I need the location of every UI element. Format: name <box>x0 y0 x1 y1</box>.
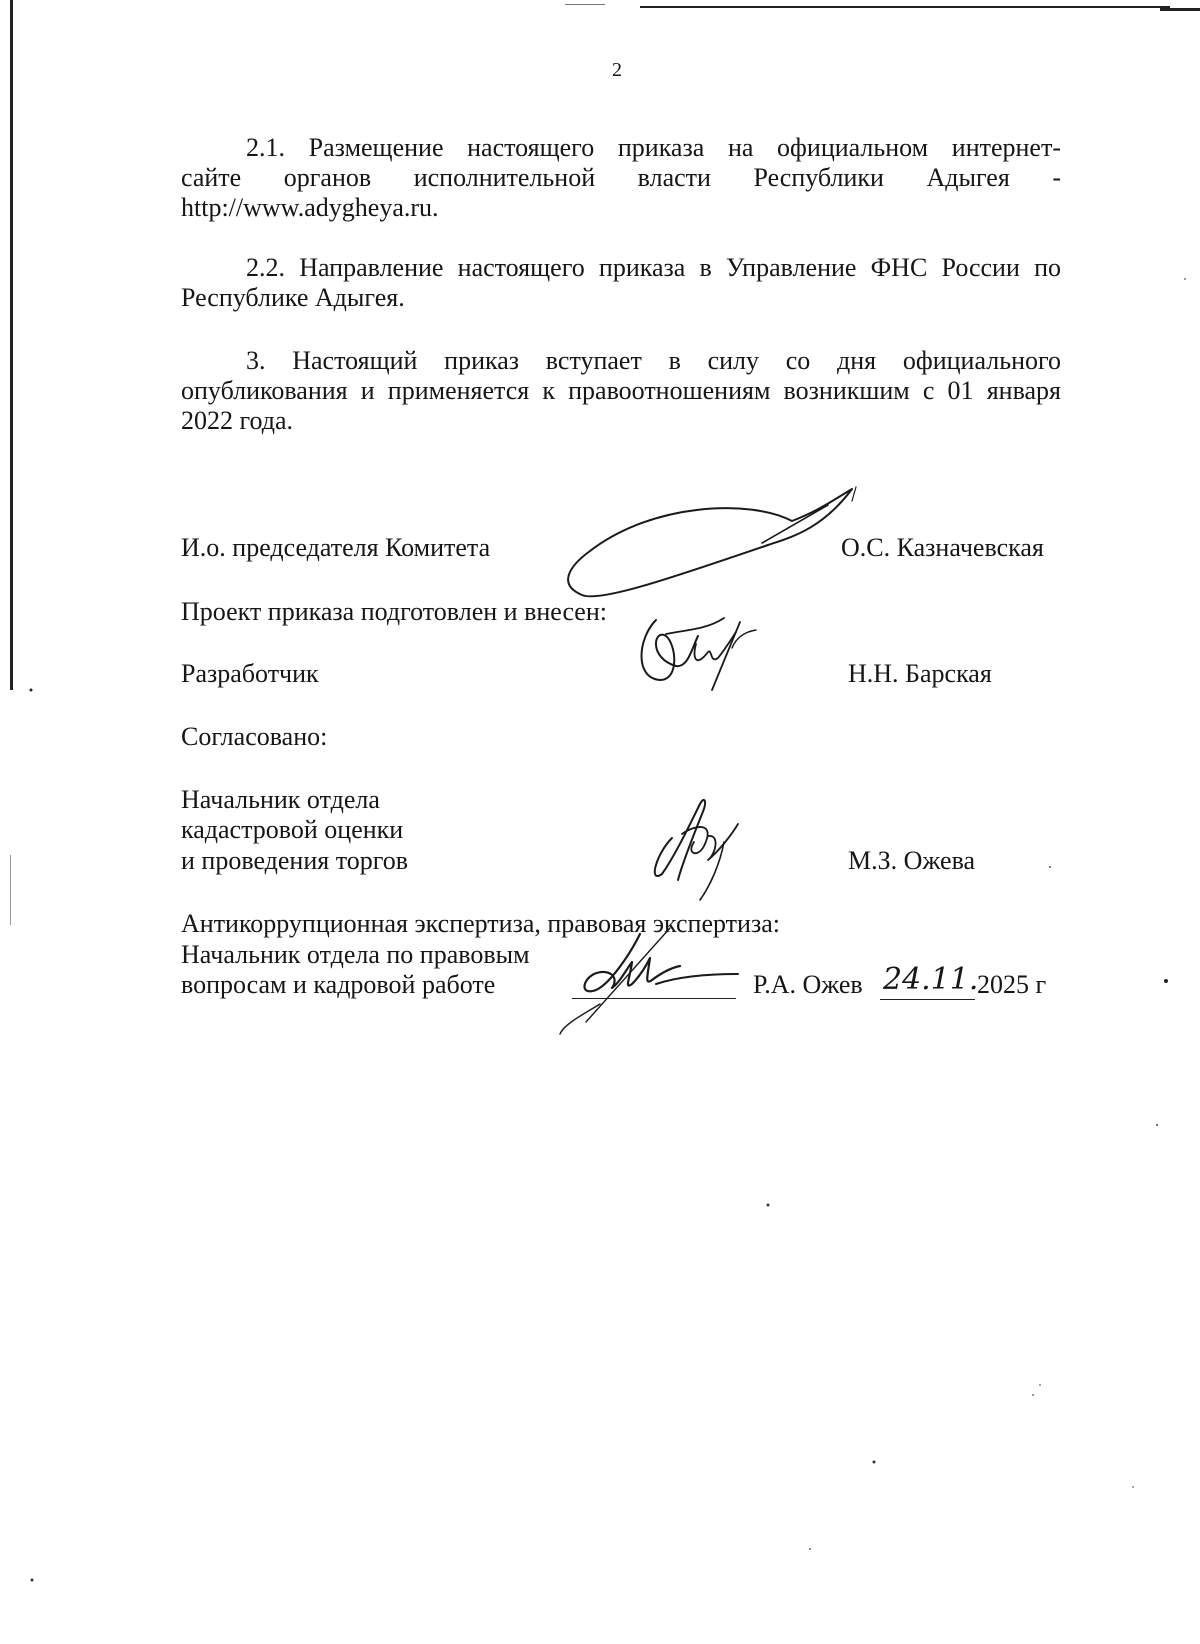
date-year: 2025 г <box>977 970 1047 999</box>
paragraph-line: 2.1. Размещение настоящего приказа на официальном интернет- <box>246 133 1061 162</box>
scan-edge-line <box>10 0 13 690</box>
scan-top-line-right <box>1160 8 1200 11</box>
legal-signature <box>560 924 750 1034</box>
chair-title: И.о. председателя Комитета <box>181 533 491 562</box>
paragraph-line: сайте органов исполнительной власти Республики Адыгея - <box>181 163 1061 192</box>
page-number: 2 <box>612 59 622 81</box>
cadastral-title-3: и проведения торгов <box>181 846 409 875</box>
chair-signature <box>560 485 880 615</box>
developer-title: Разработчик <box>181 659 319 688</box>
paragraph-3 <box>181 346 1061 436</box>
date-underline <box>880 999 975 1000</box>
paragraph-2-2 <box>181 253 1061 313</box>
cadastral-title-1: Начальник отдела <box>181 785 380 814</box>
paragraph-line: 2.2. Направление настоящего приказа в Управление ФНС России по <box>246 253 1061 282</box>
paragraph-2-1 <box>181 133 1061 223</box>
agreed-label: Согласовано: <box>181 722 328 751</box>
paragraph-line: http://www.adygheya.ru. <box>181 193 439 222</box>
cadastral-title-2: кадастровой оценки <box>181 815 404 844</box>
developer-name: Н.Н. Барская <box>848 659 992 688</box>
handwritten-date: 24.11. <box>883 962 979 997</box>
paragraph-line: Республике Адыгея. <box>181 283 405 312</box>
paragraph-line: 2022 года. <box>181 406 294 435</box>
expertise-label: Антикоррупционная экспертиза, правовая экспертиза: <box>181 909 780 938</box>
chair-name: О.С. Казначевская <box>841 533 1044 562</box>
legal-name: Р.А. Ожев <box>753 970 863 999</box>
developer-signature <box>636 608 766 698</box>
paragraph-line: 3. Настоящий приказ вступает в силу со дня официального <box>246 346 1061 375</box>
paragraph-line: опубликования и применяется к правоотношениям возникшим с 01 января <box>181 376 1061 405</box>
legal-title-1: Начальник отдела по правовым <box>181 940 530 969</box>
prepared-label: Проект приказа подготовлен и внесен: <box>181 597 607 626</box>
scan-top-line <box>640 6 1170 8</box>
legal-title-2: вопросам и кадровой работе <box>181 970 496 999</box>
scan-top-line-short <box>565 4 605 5</box>
cadastral-signature <box>646 794 756 904</box>
scan-edge-line-lower <box>10 855 11 925</box>
cadastral-name: М.З. Ожева <box>848 846 976 875</box>
